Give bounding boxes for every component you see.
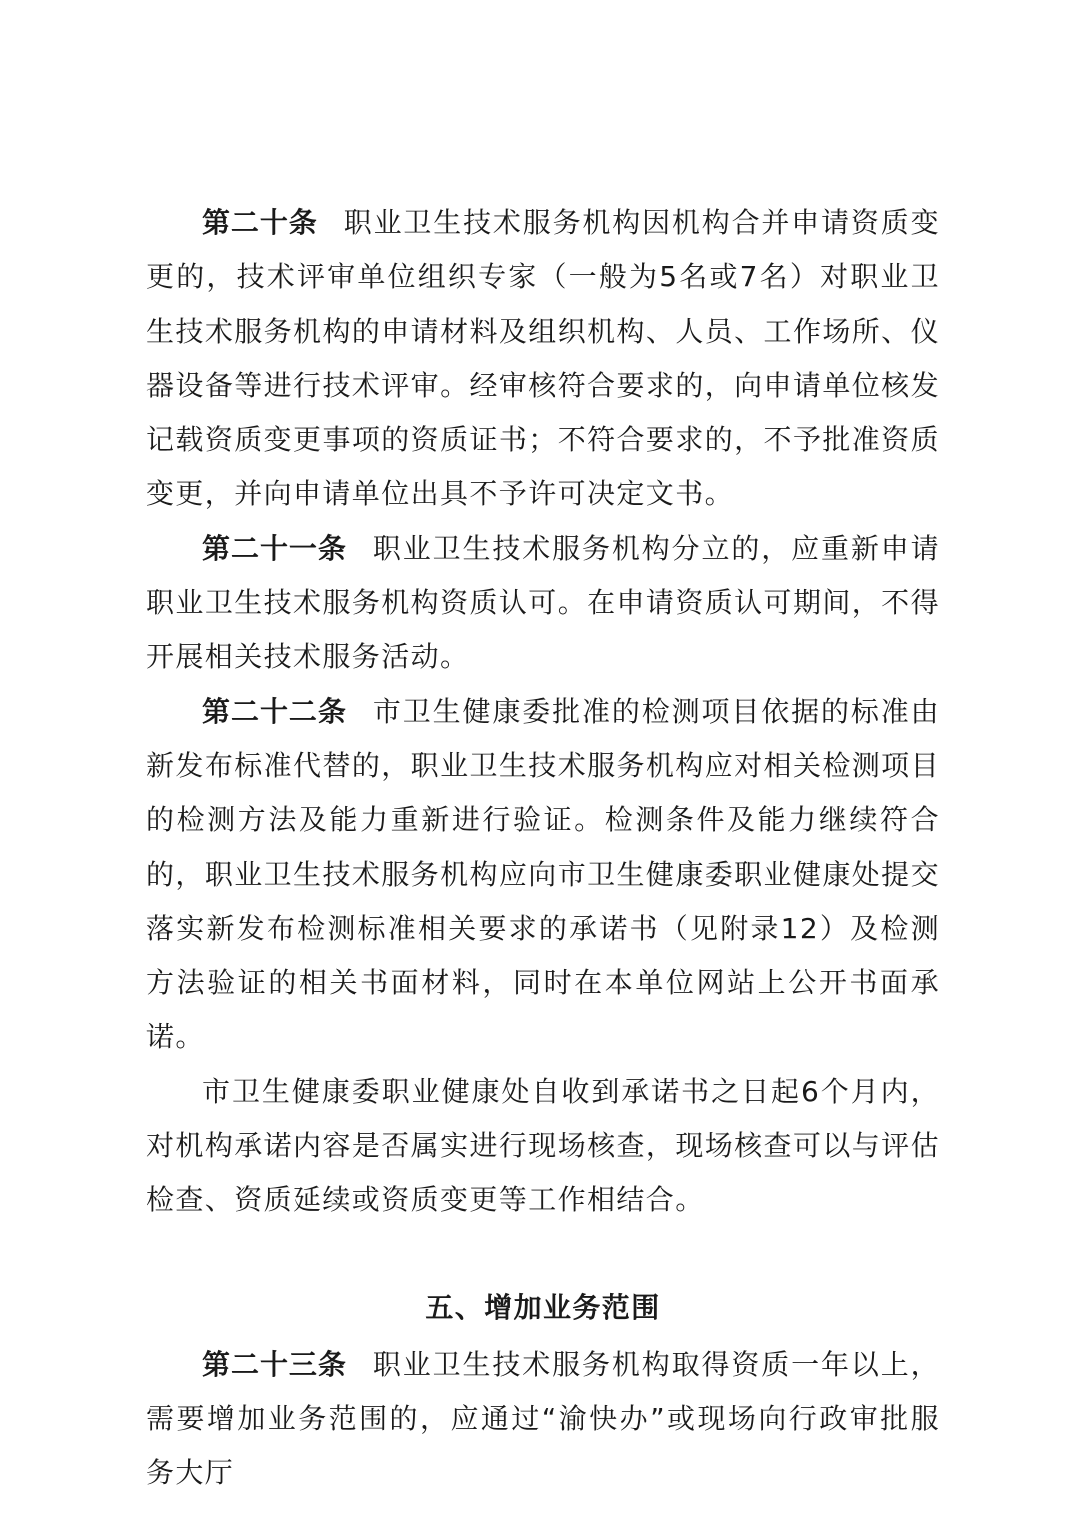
- article-22-second-text: 市卫生健康委职业健康处自收到承诺书之日起6个月内，对机构承诺内容是否属实进行现场核查，现场核查可以与评估检查、资质延续或资质变更等工作相结合。: [146, 1074, 940, 1217]
- article-21-text: 职业卫生技术服务机构分立的，应重新申请职业卫生技术服务机构资质认可。在申请资质认可期间，不得开展相关技术服务活动。: [146, 531, 940, 674]
- document-page: [146, 196, 940, 1501]
- article-20-number: 第二十条: [202, 206, 318, 239]
- article-21-paragraph: [146, 522, 940, 685]
- article-22-text: 市卫生健康委批准的检测项目依据的标准由新发布标准代替的，职业卫生技术服务机构应对相关检测项目的检测方法及能力重新进行验证。检测条件及能力继续符合的，职业卫生技术服务机构应向市卫生健康委职业健康处提交落实新发布检测标准相关要求的承诺书（见附录12）及检测方法验证的相关书面材料，同时在本单位网站上公开书面承诺。: [146, 694, 940, 1054]
- article-20-text: 职业卫生技术服务机构因机构合并申请资质变更的，技术评审单位组织专家（一般为5名或7名）对职业卫生技术服务机构的申请材料及组织机构、人员、工作场所、仪器设备等进行技术评审。经审核符合要求的，向申请单位核发记载资质变更事项的资质证书；不符合要求的，不予批准资质变更，并向申请单位出具不予许可决定文书。: [146, 206, 940, 511]
- article-20-paragraph: [146, 196, 940, 522]
- article-23-text: 职业卫生技术服务机构取得资质一年以上，需要增加业务范围的，应通过“渝快办”或现场向行政审批服务大厅: [146, 1347, 940, 1490]
- section-heading: 五、增加业务范围: [425, 1290, 661, 1324]
- article-23-number: 第二十三条: [202, 1347, 347, 1381]
- article-22-paragraph: [146, 685, 940, 1065]
- article-21-number: 第二十一条: [202, 531, 347, 565]
- article-22-second-paragraph: [146, 1065, 940, 1228]
- article-23-paragraph: [146, 1338, 940, 1501]
- article-22-number: 第二十二条: [202, 694, 347, 728]
